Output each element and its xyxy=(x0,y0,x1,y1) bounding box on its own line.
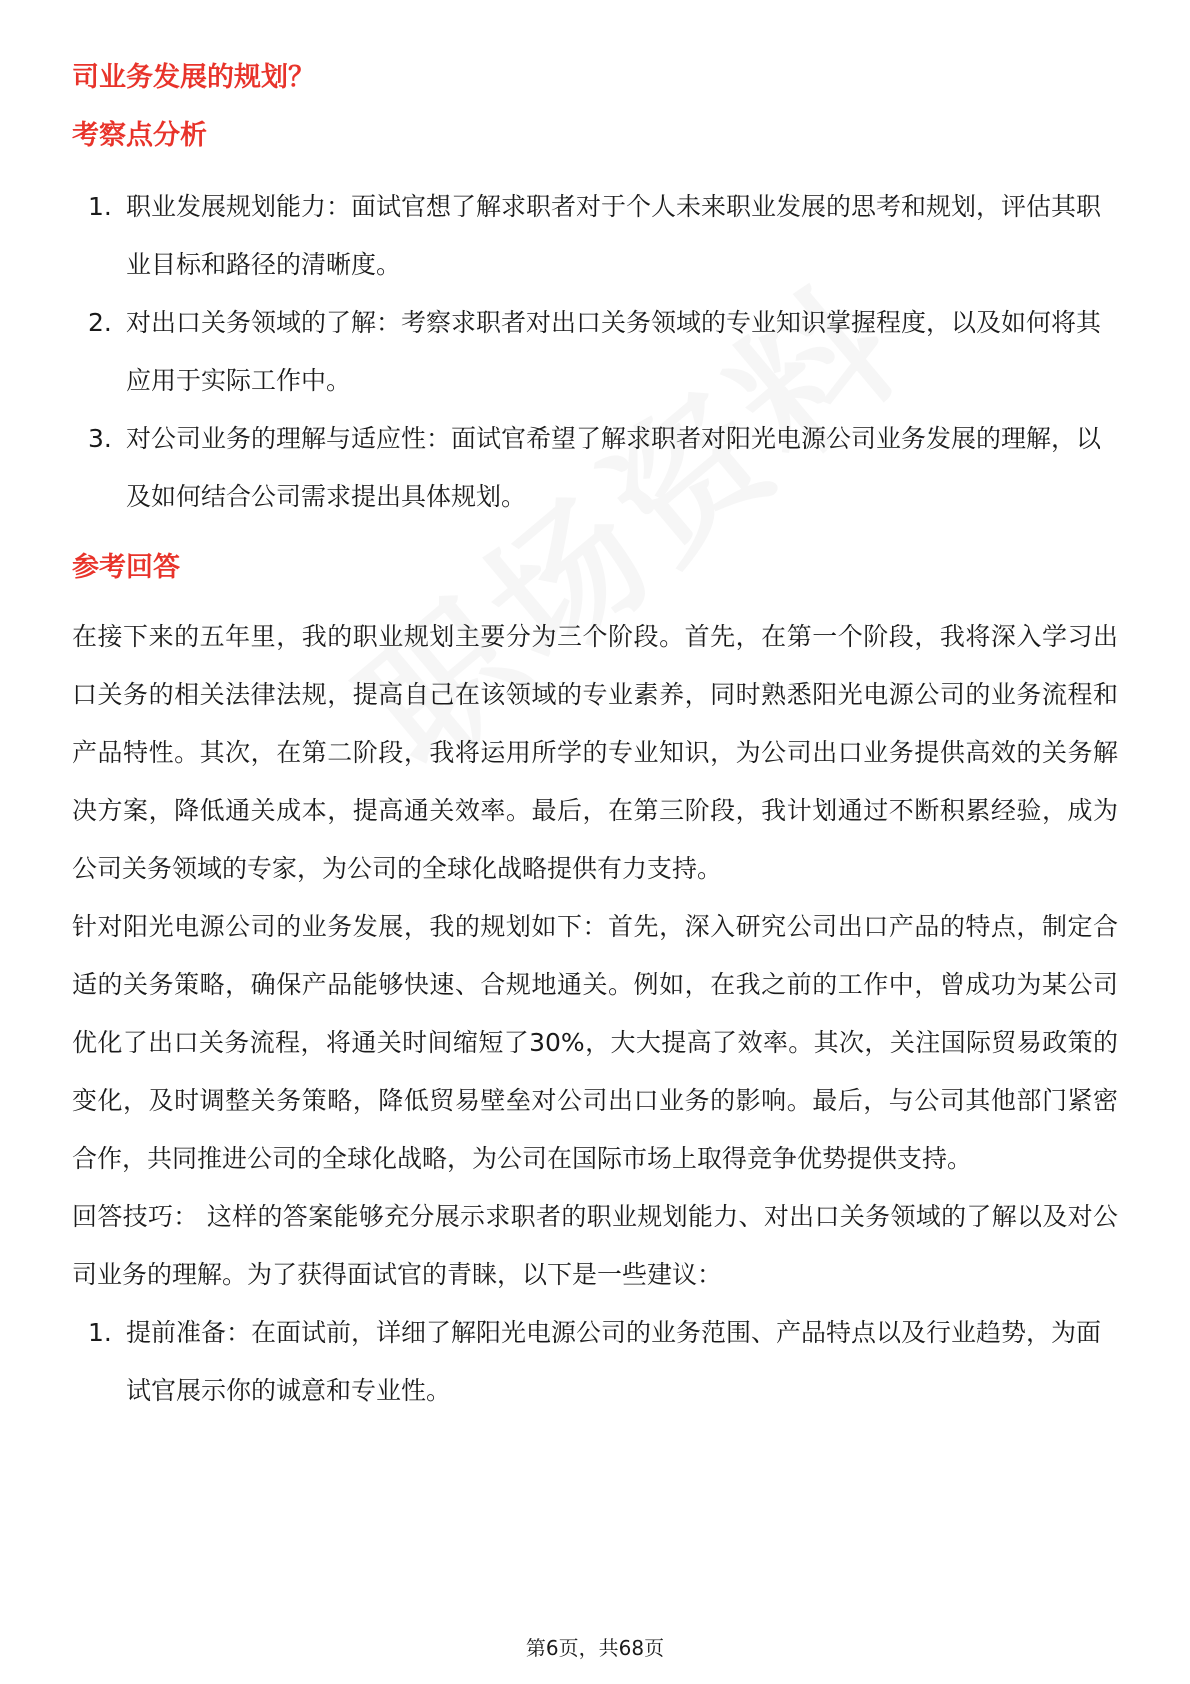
answer-paragraph: 针对阳光电源公司的业务发展，我的规划如下：首先，深入研究公司出口产品的特点，制定合适的关务策略，确保产品能够快速、合规地通关。例如，在我之前的工作中，曾成功为某公司优化了出口关务流程，将通关时间缩短了30%，大大提高了效率。其次，关注国际贸易政策的变化，及时调整关务策略，降低贸易壁垒对公司出口业务的影响。最后，与公司其他部门紧密合作，共同推进公司的全球化战略，为公司在国际市场上取得竞争优势提供支持。 xyxy=(72,912,1118,1173)
analysis-list xyxy=(72,178,1118,526)
list-number: 3. xyxy=(88,424,112,453)
list-number: 1. xyxy=(88,192,112,221)
list-number: 2. xyxy=(88,308,112,337)
page-content xyxy=(72,58,1118,1420)
list-text: 提前准备：在面试前，详细了解阳光电源公司的业务范围、产品特点以及行业趋势，为面试官展示你的诚意和专业性。 xyxy=(126,1318,1102,1405)
list-item xyxy=(72,178,1118,294)
list-item xyxy=(72,410,1118,526)
page-number-footer: 第6页，共68页 xyxy=(525,1636,665,1660)
answer-paragraph: 在接下来的五年里，我的职业规划主要分为三个阶段。首先，在第一个阶段，我将深入学习出口关务的相关法律法规，提高自己在该领域的专业素养，同时熟悉阳光电源公司的业务流程和产品特性。其次，在第二阶段，我将运用所学的专业知识，为公司出口业务提供高效的关务解决方案，降低通关成本，提高通关效率。最后，在第三阶段，我计划通过不断积累经验，成为公司关务领域的专家，为公司的全球化战略提供有力支持。 xyxy=(72,622,1118,883)
list-number: 1. xyxy=(88,1318,112,1347)
list-item xyxy=(72,294,1118,410)
list-item xyxy=(72,1304,1118,1420)
tips-list xyxy=(72,1304,1118,1420)
answer-heading: 参考回答 xyxy=(72,552,180,583)
list-text: 对出口关务领域的了解：考察求职者对出口关务领域的专业知识掌握程度，以及如何将其应用于实际工作中。 xyxy=(126,308,1102,395)
continued-question-heading: 司业务发展的规划？ xyxy=(72,62,315,93)
analysis-heading: 考察点分析 xyxy=(72,120,207,151)
list-text: 对公司业务的理解与适应性：面试官希望了解求职者对阳光电源公司业务发展的理解，以及如何结合公司需求提出具体规划。 xyxy=(126,424,1102,511)
tips-intro-paragraph: 回答技巧： 这样的答案能够充分展示求职者的职业规划能力、对出口关务领域的了解以及对公司业务的理解。为了获得面试官的青睐，以下是一些建议： xyxy=(72,1202,1118,1289)
list-text: 职业发展规划能力：面试官想了解求职者对于个人未来职业发展的思考和规划，评估其职业目标和路径的清晰度。 xyxy=(126,192,1102,279)
